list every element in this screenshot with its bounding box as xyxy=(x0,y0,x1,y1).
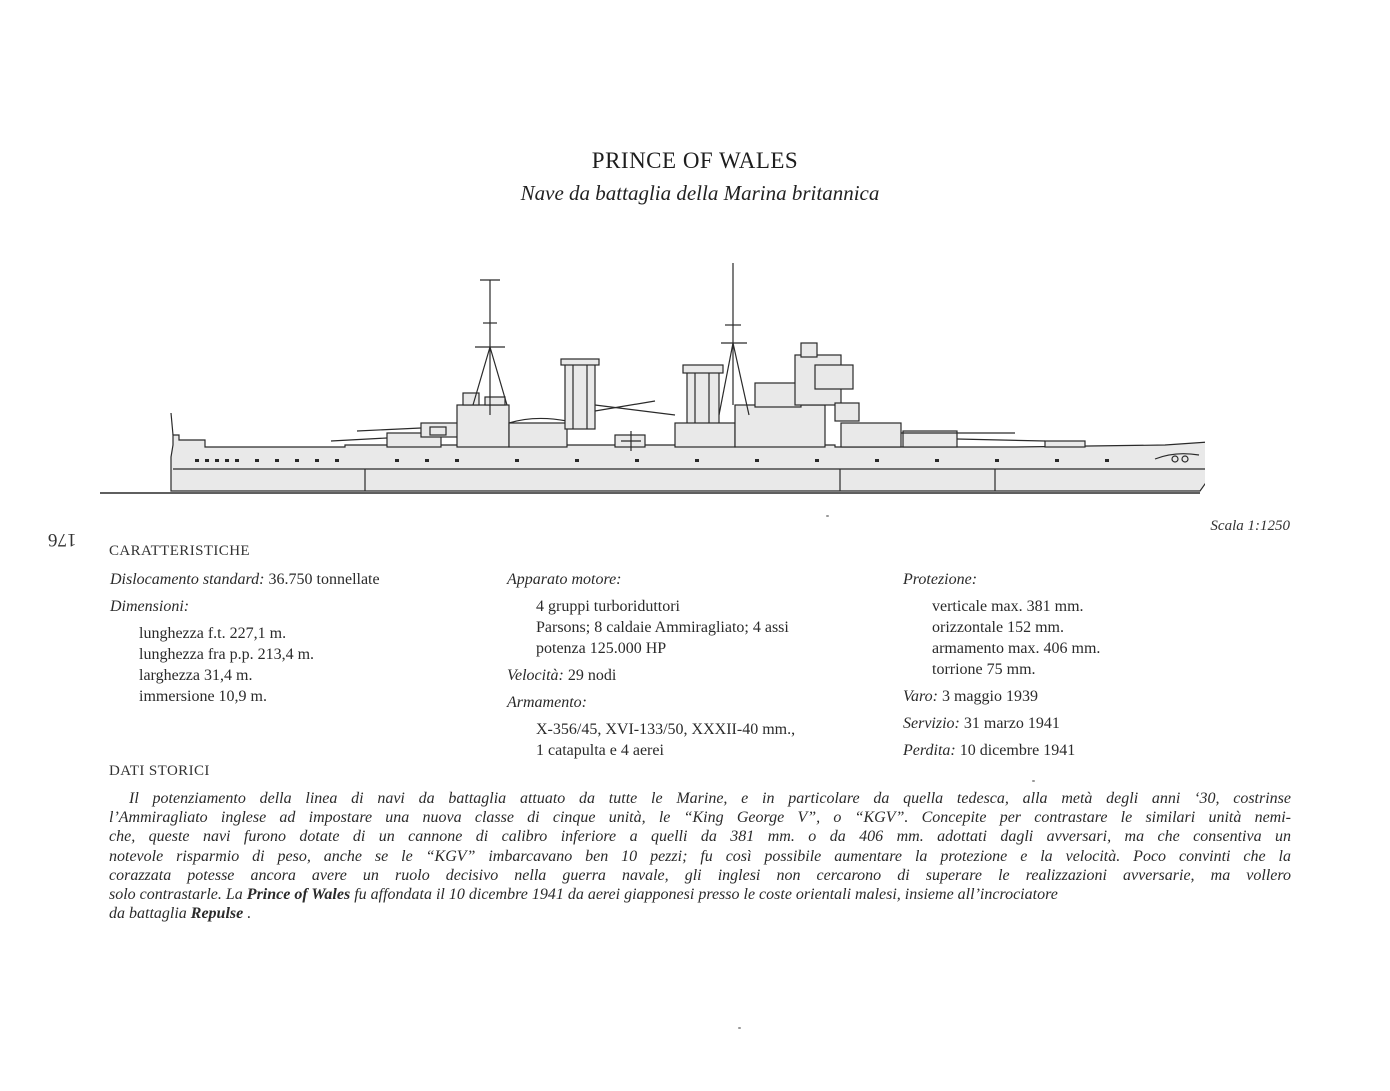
scan-speck xyxy=(738,1027,741,1029)
ship-profile-drawing xyxy=(95,255,1205,505)
armament-item: X-356/45, XVI-133/50, XXXII-40 mm., xyxy=(536,721,796,738)
characteristics-column-2 xyxy=(507,569,795,761)
displacement-label: Dislocamento standard: xyxy=(110,571,265,588)
ship-name: Prince of Wales xyxy=(246,886,351,904)
characteristics-column-1 xyxy=(110,569,380,707)
history-line: Il potenziamento della linea di navi da battaglia attuato da tutte le Marine, e in particolare da quella tedesca, alla metà degli anni ‘30, costrinse xyxy=(129,790,1291,807)
protection-item: torrione 75 mm. xyxy=(932,661,1036,678)
speed-row xyxy=(507,665,795,686)
scan-speck xyxy=(826,515,829,517)
protection-item: armamento max. 406 mm. xyxy=(932,640,1101,657)
history-line: notevole risparmio di peso, anche se le “KGV” imbarcavano ben 10 pezzi; fu così possibile aumentare la protezione e la velocità. Poco convinti che la xyxy=(109,847,1291,865)
armament-item: 1 catapulta e 4 aerei xyxy=(536,742,664,759)
page-subtitle: Nave da battaglia della Marina britannica xyxy=(520,181,880,205)
service-value: 31 marzo 1941 xyxy=(963,715,1060,732)
history-line xyxy=(109,904,1291,923)
history-text: da battaglia xyxy=(109,905,191,923)
displacement-row xyxy=(110,569,380,590)
funnel-fore xyxy=(565,363,595,429)
protection-label: Protezione: xyxy=(903,571,978,588)
characteristics-column-3 xyxy=(903,569,1100,761)
launched-value: 3 maggio 1939 xyxy=(941,688,1038,705)
forward-superstructure xyxy=(457,405,509,447)
armament-label: Armamento: xyxy=(507,694,587,711)
dimension-item: immersione 10,9 m. xyxy=(139,688,267,705)
history-text: solo contrastarle. La xyxy=(109,886,247,904)
machinery-item: potenza 125.000 HP xyxy=(536,640,667,657)
dimensions-label: Dimensioni: xyxy=(110,598,190,615)
history-text: . xyxy=(243,905,252,923)
dimension-item: lunghezza f.t. 227,1 m. xyxy=(139,625,287,642)
protection-item: verticale max. 381 mm. xyxy=(932,598,1084,615)
dimension-item: lunghezza fra p.p. 213,4 m. xyxy=(139,646,315,663)
protection-item: orizzontale 152 mm. xyxy=(932,619,1064,636)
displacement-value: 36.750 tonnellate xyxy=(268,571,380,588)
history-text: fu affondata il 10 dicembre 1941 da aerei giapponesi presso le coste orientali malesi, insieme all’incrociatore xyxy=(350,886,1058,904)
lost-row xyxy=(903,740,1100,761)
characteristics-heading: CARATTERISTICHE xyxy=(109,543,250,559)
machinery-item: Parsons; 8 caldaie Ammiragliato; 4 assi xyxy=(536,619,789,636)
machinery-item: 4 gruppi turboriduttori xyxy=(536,598,680,615)
speed-value: 29 nodi xyxy=(567,667,617,684)
turret-y xyxy=(841,423,901,447)
scale-label: Scala 1:1250 xyxy=(1210,518,1290,534)
scan-speck xyxy=(1032,780,1035,782)
page-number: 176 xyxy=(48,529,77,550)
history-line: che, queste navi furono dotate di un cannone di calibro inferiore a quelli da 381 mm. o da 406 mm. adottati dagli avversari, ma che consentiva un xyxy=(109,828,1291,846)
lost-value: 10 dicembre 1941 xyxy=(959,742,1076,759)
aft-superstructure xyxy=(675,423,735,447)
other-ship-name: Repulse xyxy=(190,905,244,923)
page-title: PRINCE OF WALES xyxy=(591,148,799,173)
history-line: corazzata potesse ancora avere un ruolo decisivo nella guerra navale, gli inglesi non cercarono di superare le realizzazioni avversarie, ma vollero xyxy=(109,866,1291,884)
machinery-label: Apparato motore: xyxy=(507,571,622,588)
history-paragraph xyxy=(109,789,1291,923)
history-line: l’Ammiragliato inglese ad impostare una nuova classe di cinque unità, le “King George V”, o “KGV”. Concepite per contrastare le similari unità nemi- xyxy=(109,809,1291,827)
launched-row xyxy=(903,686,1100,707)
launched-label: Varo: xyxy=(903,688,938,705)
dimension-item: larghezza 31,4 m. xyxy=(139,667,253,684)
service-label: Servizio: xyxy=(903,715,960,732)
speed-label: Velocità: xyxy=(507,667,564,684)
history-heading: DATI STORICI xyxy=(109,763,210,779)
lost-label: Perdita: xyxy=(903,742,956,759)
service-row xyxy=(903,713,1100,734)
history-line xyxy=(109,885,1291,904)
